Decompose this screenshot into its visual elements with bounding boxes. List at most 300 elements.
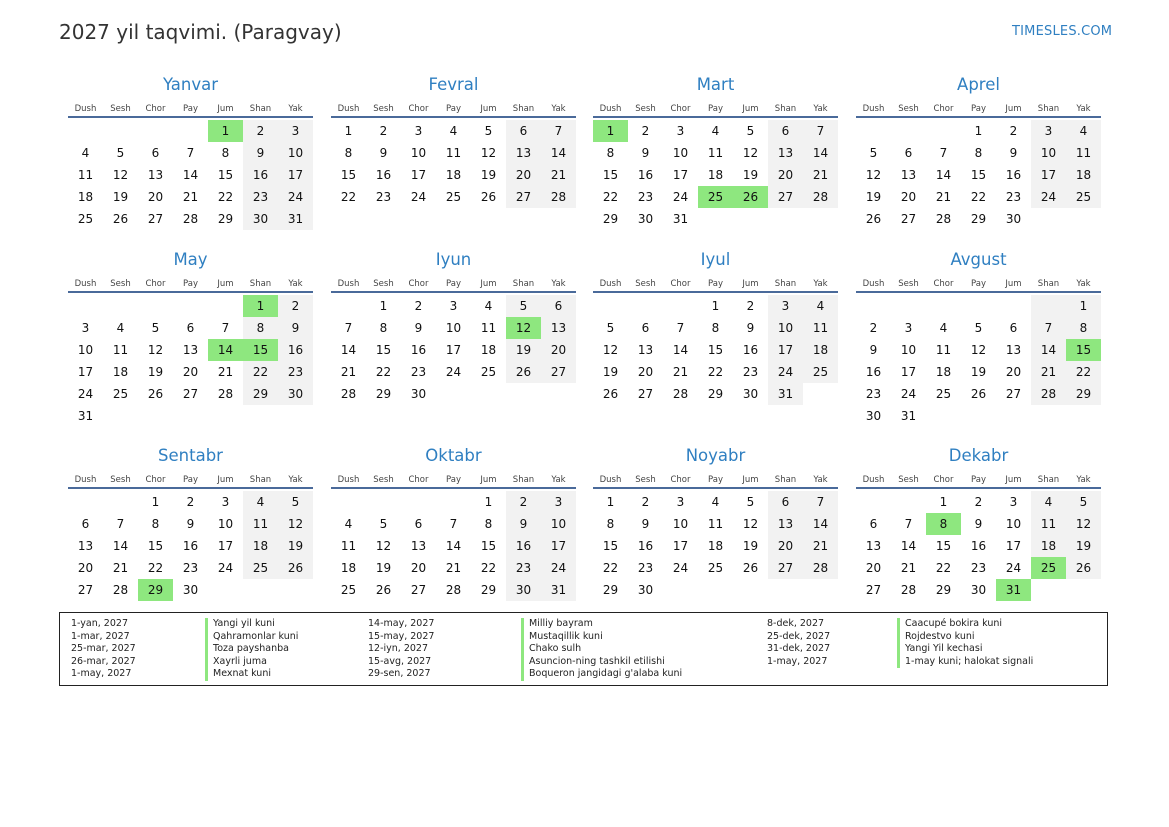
empty-cell [856,491,891,513]
weekday-label: Dush [337,104,360,114]
empty-cell [138,120,173,142]
day-cell: 19 [865,190,882,204]
weekday-label: Yak [1076,104,1091,114]
legend-holiday-name: Xayrli juma [205,656,298,669]
day-cell: 17 [410,168,427,182]
empty-cell [138,295,173,317]
legend-holiday-name: Boqueron jangidagi g'alaba kuni [521,668,682,681]
day-cell: 25 [1066,186,1101,208]
month-name: May [173,250,208,269]
day-grid [593,491,838,601]
day-cell: 15 [340,168,357,182]
day-cell: 4 [711,495,720,509]
day-cell: 13 [900,168,917,182]
weekday-label: Yak [813,475,828,485]
weekday-header [331,96,576,118]
weekday-label: Pay [971,475,986,485]
legend-names-col-1 [205,618,298,681]
weekday-label: Pay [971,104,986,114]
day-cell: 20 [768,535,803,557]
weekday-label: Sesh [898,279,919,289]
day-cell: 19 [480,168,497,182]
day-cell: 1 [593,120,628,142]
day-cell: 28 [112,583,129,597]
weekday-label: Chor [933,279,954,289]
weekday-label: Jum [1005,475,1022,485]
holiday-legend [59,612,1108,686]
day-cell: 19 [506,339,541,361]
day-cell: 19 [602,365,619,379]
weekday-label: Pay [708,104,723,114]
day-cell: 21 [935,190,952,204]
day-cell: 11 [935,343,952,357]
day-grid [331,120,576,208]
day-cell: 22 [602,190,619,204]
day-cell: 21 [900,561,917,575]
legend-date: 8-dek, 2027 [767,618,825,629]
weekday-label: Sesh [110,475,131,485]
day-cell: 8 [926,513,961,535]
day-cell: 13 [77,539,94,553]
weekday-label: Jum [480,279,497,289]
day-cell: 22 [217,190,234,204]
empty-cell [663,295,698,317]
day-cell: 6 [541,295,576,317]
day-cell: 7 [186,146,195,160]
day-cell: 28 [900,583,917,597]
weekday-label: Chor [408,475,429,485]
day-cell: 14 [112,539,129,553]
day-cell: 19 [375,561,392,575]
day-cell: 6 [869,517,878,531]
weekday-label: Shan [1037,104,1060,114]
day-cell: 3 [414,124,423,138]
weekday-label: Jum [217,475,234,485]
day-cell: 14 [935,168,952,182]
legend-holiday-name: Qahramonlar kuni [205,631,298,644]
day-cell: 14 [340,343,357,357]
day-cell: 6 [768,491,803,513]
day-cell: 22 [935,561,952,575]
weekday-label: Chor [145,104,166,114]
day-cell: 25 [1031,557,1066,579]
day-cell: 14 [208,339,243,361]
weekday-label: Shan [512,104,535,114]
weekday-label: Sesh [373,475,394,485]
day-cell: 30 [970,583,987,597]
empty-cell [1031,579,1066,601]
day-cell: 11 [480,321,497,335]
legend-date: 15-avg, 2027 [368,655,432,667]
month-name: Aprel [957,75,1000,94]
day-cell: 20 [768,164,803,186]
empty-cell [173,120,208,142]
day-cell: 11 [803,317,838,339]
weekday-label: Shan [512,475,535,485]
day-cell: 12 [506,317,541,339]
day-cell: 26 [1066,557,1101,579]
month-sentabr [68,445,313,601]
day-cell: 24 [1005,561,1022,575]
empty-cell [1066,208,1101,230]
day-cell: 12 [1066,513,1101,535]
weekday-label: Dush [74,104,97,114]
weekday-header [68,271,313,293]
empty-cell [68,120,103,142]
day-cell: 27 [768,557,803,579]
day-cell: 23 [375,190,392,204]
empty-cell [243,579,278,601]
weekday-label: Pay [446,475,461,485]
day-cell: 17 [900,365,917,379]
day-cell: 23 [410,365,427,379]
day-cell: 6 [81,517,90,531]
day-cell: 22 [1066,361,1101,383]
month-iyul [593,249,838,405]
day-cell: 13 [768,513,803,535]
month-name: Noyabr [685,446,746,465]
weekday-label: Shan [249,279,272,289]
day-cell: 2 [641,495,650,509]
day-cell: 7 [344,321,353,335]
day-cell: 13 [1005,343,1022,357]
day-cell: 25 [698,186,733,208]
day-cell: 10 [1031,142,1066,164]
empty-cell [243,405,278,427]
empty-cell [208,405,243,427]
day-cell: 19 [147,365,164,379]
empty-cell [173,295,208,317]
day-cell: 25 [935,387,952,401]
month-name: Avgust [950,250,1007,269]
day-grid [593,120,838,230]
day-cell: 6 [768,120,803,142]
day-cell: 4 [939,321,948,335]
day-cell: 9 [379,146,388,160]
weekday-label: Shan [249,475,272,485]
day-cell: 7 [676,321,685,335]
day-cell: 11 [243,513,278,535]
day-cell: 8 [484,517,493,531]
legend-holiday-name: Yangi yil kuni [205,618,298,631]
weekday-label: Chor [670,104,691,114]
day-cell: 3 [221,495,230,509]
legend-holiday-name: 1-may kuni; halokat signali [897,656,1033,669]
day-cell: 28 [935,212,952,226]
day-cell: 15 [935,539,952,553]
day-cell: 5 [506,295,541,317]
day-cell: 9 [641,146,650,160]
day-cell: 29 [935,583,952,597]
weekday-label: Yak [813,279,828,289]
day-cell: 10 [77,343,94,357]
day-cell: 30 [410,387,427,401]
day-cell: 30 [742,387,759,401]
day-cell: 31 [900,409,917,423]
weekday-label: Sesh [898,475,919,485]
day-cell: 22 [147,561,164,575]
day-cell: 8 [379,321,388,335]
day-cell: 15 [480,539,497,553]
day-cell: 16 [1005,168,1022,182]
weekday-label: Yak [813,104,828,114]
day-cell: 28 [803,186,838,208]
day-cell: 27 [77,583,94,597]
weekday-header [68,96,313,118]
empty-cell [208,579,243,601]
day-cell: 18 [340,561,357,575]
day-cell: 2 [506,491,541,513]
day-cell: 8 [1066,317,1101,339]
day-cell: 6 [151,146,160,160]
day-cell: 1 [1066,295,1101,317]
day-cell: 23 [970,561,987,575]
day-cell: 3 [904,321,913,335]
weekday-label: Dush [862,104,885,114]
day-cell: 31 [672,212,689,226]
day-cell: 7 [803,120,838,142]
weekday-label: Dush [337,475,360,485]
day-cell: 23 [278,361,313,383]
day-cell: 20 [637,365,654,379]
day-cell: 3 [81,321,90,335]
weekday-label: Shan [774,104,797,114]
day-cell: 11 [112,343,129,357]
day-cell: 1 [208,120,243,142]
day-cell: 24 [672,190,689,204]
day-cell: 5 [116,146,125,160]
day-cell: 3 [676,495,685,509]
day-cell: 15 [147,539,164,553]
day-cell: 11 [1031,513,1066,535]
day-cell: 21 [541,164,576,186]
empty-cell [1066,579,1101,601]
empty-cell [331,295,366,317]
weekday-label: Yak [288,104,303,114]
day-cell: 7 [939,146,948,160]
day-grid [331,491,576,601]
day-cell: 24 [541,557,576,579]
weekday-label: Chor [933,475,954,485]
weekday-label: Pay [971,279,986,289]
day-cell: 9 [243,142,278,164]
day-cell: 15 [707,343,724,357]
day-cell: 27 [1005,387,1022,401]
weekday-label: Chor [670,279,691,289]
day-cell: 10 [217,517,234,531]
day-cell: 2 [746,299,755,313]
weekday-label: Sesh [635,104,656,114]
weekday-label: Pay [183,475,198,485]
weekday-label: Shan [512,279,535,289]
day-cell: 24 [900,387,917,401]
weekday-header [593,96,838,118]
day-cell: 28 [182,212,199,226]
day-cell: 9 [746,321,755,335]
weekday-label: Jum [217,279,234,289]
day-cell: 29 [970,212,987,226]
day-cell: 5 [1066,491,1101,513]
day-cell: 16 [506,535,541,557]
day-cell: 18 [1066,164,1101,186]
day-cell: 5 [869,146,878,160]
empty-cell [698,208,733,230]
legend-holiday-name: Mexnat kuni [205,668,298,681]
empty-cell [278,405,313,427]
day-cell: 28 [445,583,462,597]
day-cell: 12 [865,168,882,182]
day-grid [856,295,1101,427]
weekday-label: Pay [708,279,723,289]
day-cell: 1 [243,295,278,317]
day-cell: 13 [541,317,576,339]
day-cell: 31 [77,409,94,423]
month-name: Oktabr [425,446,482,465]
weekday-label: Shan [774,279,797,289]
day-cell: 1 [379,299,388,313]
empty-cell [1031,405,1066,427]
day-cell: 30 [637,212,654,226]
day-cell: 13 [147,168,164,182]
weekday-label: Jum [217,104,234,114]
day-cell: 27 [182,387,199,401]
day-cell: 2 [869,321,878,335]
day-cell: 10 [541,513,576,535]
day-cell: 13 [506,142,541,164]
day-cell: 3 [1009,495,1018,509]
day-cell: 24 [278,186,313,208]
weekday-header [856,271,1101,293]
day-cell: 9 [414,321,423,335]
day-cell: 25 [340,583,357,597]
day-cell: 4 [1031,491,1066,513]
weekday-label: Shan [249,104,272,114]
empty-cell [733,208,768,230]
weekday-label: Chor [145,475,166,485]
legend-date: 26-mar, 2027 [71,655,136,667]
day-cell: 7 [541,120,576,142]
legend-dates-col-2 [368,618,434,681]
day-cell: 19 [742,539,759,553]
day-cell: 20 [541,339,576,361]
day-cell: 3 [1031,120,1066,142]
day-cell: 27 [768,186,803,208]
day-cell: 13 [865,539,882,553]
day-cell: 23 [865,387,882,401]
empty-cell [401,491,436,513]
day-cell: 2 [243,120,278,142]
day-cell: 7 [803,491,838,513]
day-cell: 5 [746,124,755,138]
month-may [68,249,313,427]
day-cell: 24 [445,365,462,379]
day-cell: 6 [414,517,423,531]
day-cell: 18 [112,365,129,379]
legend-date: 1-may, 2027 [767,655,828,667]
empty-cell [926,120,961,142]
weekday-label: Yak [288,475,303,485]
day-cell: 4 [711,124,720,138]
month-name: Iyun [435,250,472,269]
day-grid [68,491,313,601]
weekday-label: Jum [1005,104,1022,114]
day-cell: 31 [278,208,313,230]
weekday-label: Sesh [373,279,394,289]
empty-cell [733,579,768,601]
legend-holiday-name: Chako sulh [521,643,682,656]
empty-cell [1066,405,1101,427]
day-cell: 30 [182,583,199,597]
day-cell: 18 [803,339,838,361]
day-cell: 25 [445,190,462,204]
day-cell: 14 [1031,339,1066,361]
day-cell: 22 [970,190,987,204]
page-title: 2027 yil taqvimi. (Paragvay) [59,20,342,44]
day-grid [331,295,576,405]
day-cell: 5 [606,321,615,335]
month-name: Iyul [700,250,731,269]
day-cell: 22 [602,561,619,575]
day-cell: 12 [480,146,497,160]
weekday-label: Pay [446,104,461,114]
day-cell: 21 [803,164,838,186]
legend-dates-col-3 [767,618,830,668]
legend-holiday-name: Yangi Yil kechasi [897,643,1033,656]
day-cell: 20 [900,190,917,204]
legend-date: 1-mar, 2027 [71,630,130,642]
day-cell: 19 [970,365,987,379]
weekday-label: Chor [670,475,691,485]
empty-cell [436,383,471,405]
weekday-label: Dush [862,279,885,289]
day-cell: 21 [1031,361,1066,383]
empty-cell [628,295,663,317]
empty-cell [506,383,541,405]
day-cell: 13 [768,142,803,164]
day-cell: 7 [449,517,458,531]
day-cell: 25 [707,561,724,575]
day-cell: 31 [768,383,803,405]
day-cell: 31 [541,579,576,601]
empty-cell [996,405,1031,427]
empty-cell [803,579,838,601]
day-cell: 9 [506,513,541,535]
day-cell: 2 [414,299,423,313]
day-cell: 2 [278,295,313,317]
day-cell: 4 [81,146,90,160]
day-cell: 8 [606,517,615,531]
day-cell: 5 [746,495,755,509]
legend-date: 25-dek, 2027 [767,630,831,642]
legend-date: 15-may, 2027 [368,630,435,642]
day-cell: 16 [637,539,654,553]
empty-cell [996,295,1031,317]
day-cell: 20 [410,561,427,575]
day-cell: 24 [217,561,234,575]
day-cell: 9 [1009,146,1018,160]
day-cell: 29 [217,212,234,226]
empty-cell [593,295,628,317]
day-cell: 12 [970,343,987,357]
day-cell: 26 [733,186,768,208]
day-cell: 12 [742,517,759,531]
day-cell: 19 [742,168,759,182]
day-cell: 2 [379,124,388,138]
day-cell: 29 [243,383,278,405]
day-cell: 20 [77,561,94,575]
site-link[interactable]: TIMESLES.COM [1012,24,1113,39]
day-cell: 11 [340,539,357,553]
